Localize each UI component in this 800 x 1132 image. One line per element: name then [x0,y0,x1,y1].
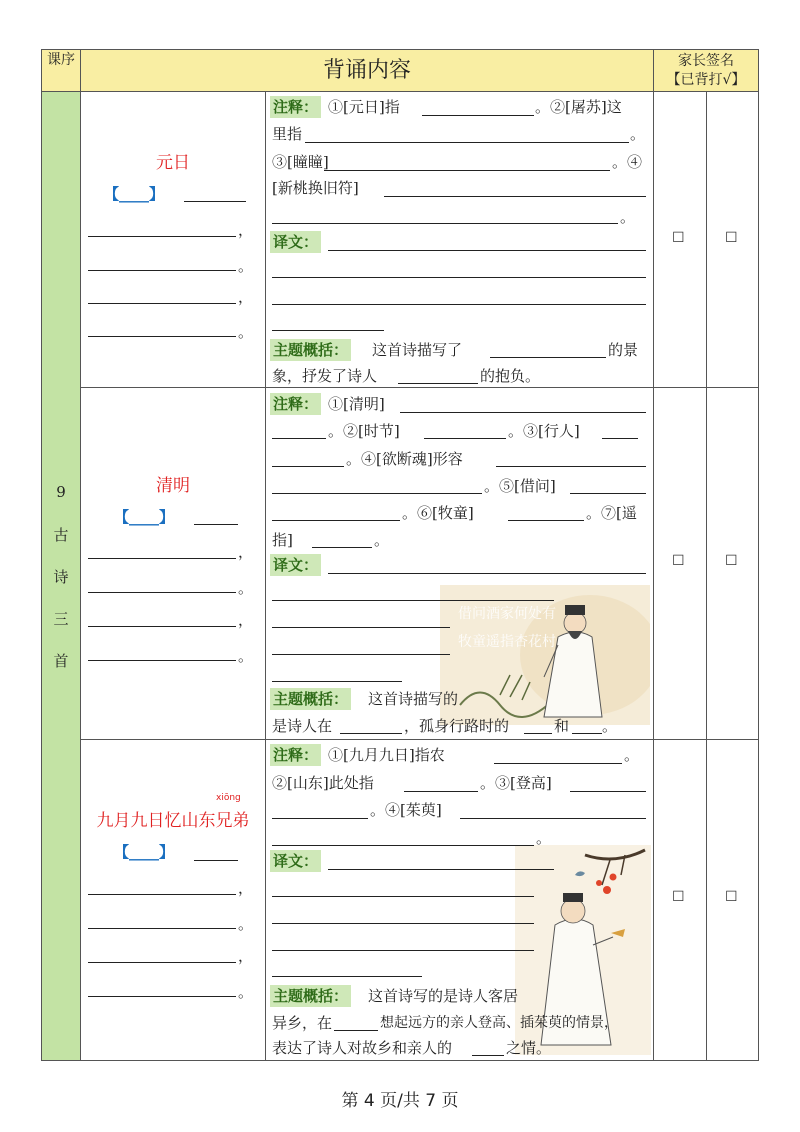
poem2-annot-6: 指] [272,531,293,549]
poem3-author-blank [194,860,238,861]
poem1-theme-blank-2 [398,383,478,384]
poem1-annot-blank-2 [305,142,629,143]
poem3-trans-line-2 [272,896,534,897]
poem2-theme-1: 这首诗描写的 [368,690,459,708]
poem1-theme-2-end: 的抱负。 [480,367,541,385]
poem2-annot-6-end: 。 [374,531,390,549]
poem3-trans-line-1 [328,869,554,870]
poem2-annot-blank-8 [570,493,646,494]
poem3-line-2 [88,928,236,929]
poem1-annot-3: ③[瞳瞳] [272,153,329,171]
poem2-line-4 [88,660,236,661]
poem2-punct-2: 。 [238,579,254,597]
poem2-theme-blank-3 [572,733,602,734]
poem3-title: 九月九日忆山东兄弟 [96,811,250,831]
poem3-line-1 [88,894,236,895]
sign-label: 家长签名 [678,53,734,69]
poem2-annotation-label: 注释： [270,393,321,415]
poem2-annot-blank-7 [272,493,482,494]
poem1-annot-blank-1 [422,115,534,116]
poem2-theme-2-and: 和 [554,717,570,735]
poem3-theme-3: 表达了诗人对故乡和亲人的 [272,1039,453,1057]
poem1-theme-2: 象，抒发了诗人 [272,367,378,385]
poem2-trans-line-2 [272,600,554,601]
lesson-char-2: 诗 [53,568,69,586]
poem3-annot-blank-6 [272,845,534,846]
poem1-trans-line-3 [272,304,646,305]
poem1-checkbox-a[interactable]: ☐ [672,230,685,246]
poem2-annot-blank-2 [272,438,326,439]
poem2-annot-3-mid: 。④[欲断魂]形容 [346,450,463,468]
poem2-annot-5-end: 。⑦[遥 [586,504,637,522]
poem3-annotation-label: 注释： [270,744,321,766]
poem2-punct-3: ， [238,611,254,629]
poem3-trans-line-3 [272,923,534,924]
page-footer: 第 4 页/共 7 页 [341,1091,459,1111]
poem3-annot-4-end: 。 [536,829,552,847]
poem3-theme-blank-2 [472,1055,504,1056]
poem3-pinyin: xiōng [216,793,241,803]
poem1-trans-line-1 [328,250,646,251]
poem2-trans-line-4 [272,654,450,655]
poem2-annot-1: ①[清明] [328,395,385,413]
poem3-punct-4: 。 [238,983,254,1001]
poem3-theme-blank-1 [334,1030,378,1031]
poem3-translation-label: 译文： [270,850,321,872]
poem3-checkbox-b[interactable]: ☐ [725,889,738,905]
poem1-annot-1-end: 。②[屠苏]这 [535,98,622,116]
poem2-checkbox-b[interactable]: ☐ [725,553,738,569]
lesson-char-3: 三 [53,610,69,628]
poem3-theme-2-end: 想起远方的亲人登高、插茱萸的情景， [380,1015,618,1031]
poem2-line-1 [88,558,236,559]
poem3-annot-blank-3 [570,791,646,792]
poem1-line-4 [88,336,236,337]
header-lesson-label: 课序 [47,52,75,68]
poem3-punct-3: ， [238,947,254,965]
poem1-translation-label: 译文： [270,231,321,253]
poem2-trans-line-5 [272,681,402,682]
lesson-number: 9 [56,483,66,501]
poem1-punct-2: 。 [238,257,254,275]
poem3-left-cell [80,739,266,1061]
poem3-annot-1-end: 。 [624,746,640,764]
poem1-title: 元日 [156,153,190,173]
poem1-annot-blank-3 [324,170,610,171]
lesson-char-4: 首 [53,652,69,670]
poem2-translation-label: 译文： [270,554,321,576]
poem2-annot-4-end: 。⑤[借问] [484,477,556,495]
page-title: 背诵内容 [322,58,411,83]
poem1-line-3 [88,303,236,304]
poem3-annot-blank-2 [404,791,478,792]
poem3-theme-label: 主题概括： [270,985,351,1007]
poem2-annot-blank-4 [602,438,638,439]
poem3-trans-line-4 [272,950,534,951]
poem2-art-text-1: 借问酒家何处有 [458,606,556,622]
poem2-annot-blank-9 [272,520,400,521]
poem3-punct-2: 。 [238,915,254,933]
poem2-annot-blank-6 [496,466,646,467]
poem2-annot-blank-10 [508,520,584,521]
poem3-checkbox-a[interactable]: ☐ [672,889,685,905]
poem2-theme-2-mid: ，孤身行路时的 [404,717,510,735]
poem1-punct-1: ， [238,221,254,239]
poem2-punct-1: ， [238,543,254,561]
poem2-left-cell [80,387,266,740]
poem3-annot-blank-5 [460,818,646,819]
poem3-author-bracket: 【____】 [114,843,175,861]
poem2-annot-blank-5 [272,466,344,467]
poem1-trans-line-2 [272,277,646,278]
poem1-theme-blank-1 [490,357,606,358]
poem1-line-1 [88,236,236,237]
poem2-line-2 [88,592,236,593]
poem1-annot-3-end: 。④ [612,153,643,171]
poem1-punct-4: 。 [238,323,254,341]
poem1-annot-2: 里指 [272,125,303,143]
poem1-theme-label: 主题概括： [270,339,351,361]
poem3-punct-1: ， [238,879,254,897]
poem2-line-3 [88,626,236,627]
poem1-author-blank [184,201,246,202]
poem3-trans-line-5 [272,976,422,977]
poem1-annot-blank-5 [272,223,618,224]
poem1-checkbox-b[interactable]: ☐ [725,230,738,246]
poem2-annot-2-mid: 。②[时节] [328,422,400,440]
lesson-char-1: 古 [53,526,69,544]
poem1-annot-4: [新桃换旧符] [272,179,359,197]
poem3-annot-2-end: 。③[登高] [480,774,552,792]
poem3-theme-1: 这首诗写的是诗人客居 [368,987,519,1005]
poem3-theme-3-end: 之情。 [506,1039,552,1057]
poem2-annot-blank-11 [312,547,372,548]
poem1-line-2 [88,270,236,271]
poem1-annot-5-end: 。 [620,208,636,226]
poem2-author-bracket: 【____】 [114,508,175,526]
poem1-author-bracket: 【____】 [104,185,165,203]
poem3-annot-blank-1 [494,763,622,764]
poem2-annot-2-end: 。③[行人] [508,422,580,440]
poem2-title: 清明 [156,476,190,496]
poem3-line-4 [88,996,236,997]
poem1-theme-1: 这首诗描写了 [372,341,463,359]
poem3-annot-3-end: 。④[茱萸] [370,801,442,819]
poem3-line-3 [88,962,236,963]
poem2-punct-4: 。 [238,647,254,665]
poem3-annot-1: ①[九月九日]指农 [328,746,445,764]
poem2-author-blank [194,524,238,525]
poem3-annot-2: ②[山东]此处指 [272,774,374,792]
poem1-annot-blank-4 [384,196,646,197]
poem2-art-text-2: 牧童遥指杏花村 [458,634,556,650]
poem2-annot-blank-3 [424,438,506,439]
sign-sub-label: 【已背打√】 [666,72,746,88]
poem1-theme-1-end: 的景 [608,341,639,359]
poem1-annot-2-end: 。 [630,125,646,143]
poem2-theme-2-end: 。 [602,717,618,735]
poem3-theme-2: 异乡，在 [272,1014,333,1032]
poem2-trans-line-1 [328,573,646,574]
poem1-punct-3: ， [238,288,254,306]
poem2-theme-2: 是诗人在 [272,717,333,735]
poem2-theme-blank-1 [340,733,402,734]
poem2-checkbox-a[interactable]: ☐ [672,553,685,569]
poem2-theme-blank-2 [524,733,552,734]
poem1-trans-line-4 [272,330,384,331]
poem1-annotation-label: 注释： [270,96,321,118]
poem2-trans-line-3 [272,627,450,628]
poem3-annot-blank-4 [272,818,368,819]
poem2-theme-label: 主题概括： [270,688,351,710]
poem2-annot-blank-1 [400,412,646,413]
poem2-annot-5-mid: 。⑥[牧童] [402,504,474,522]
poem1-annot-1: ①[元日]指 [328,98,400,116]
